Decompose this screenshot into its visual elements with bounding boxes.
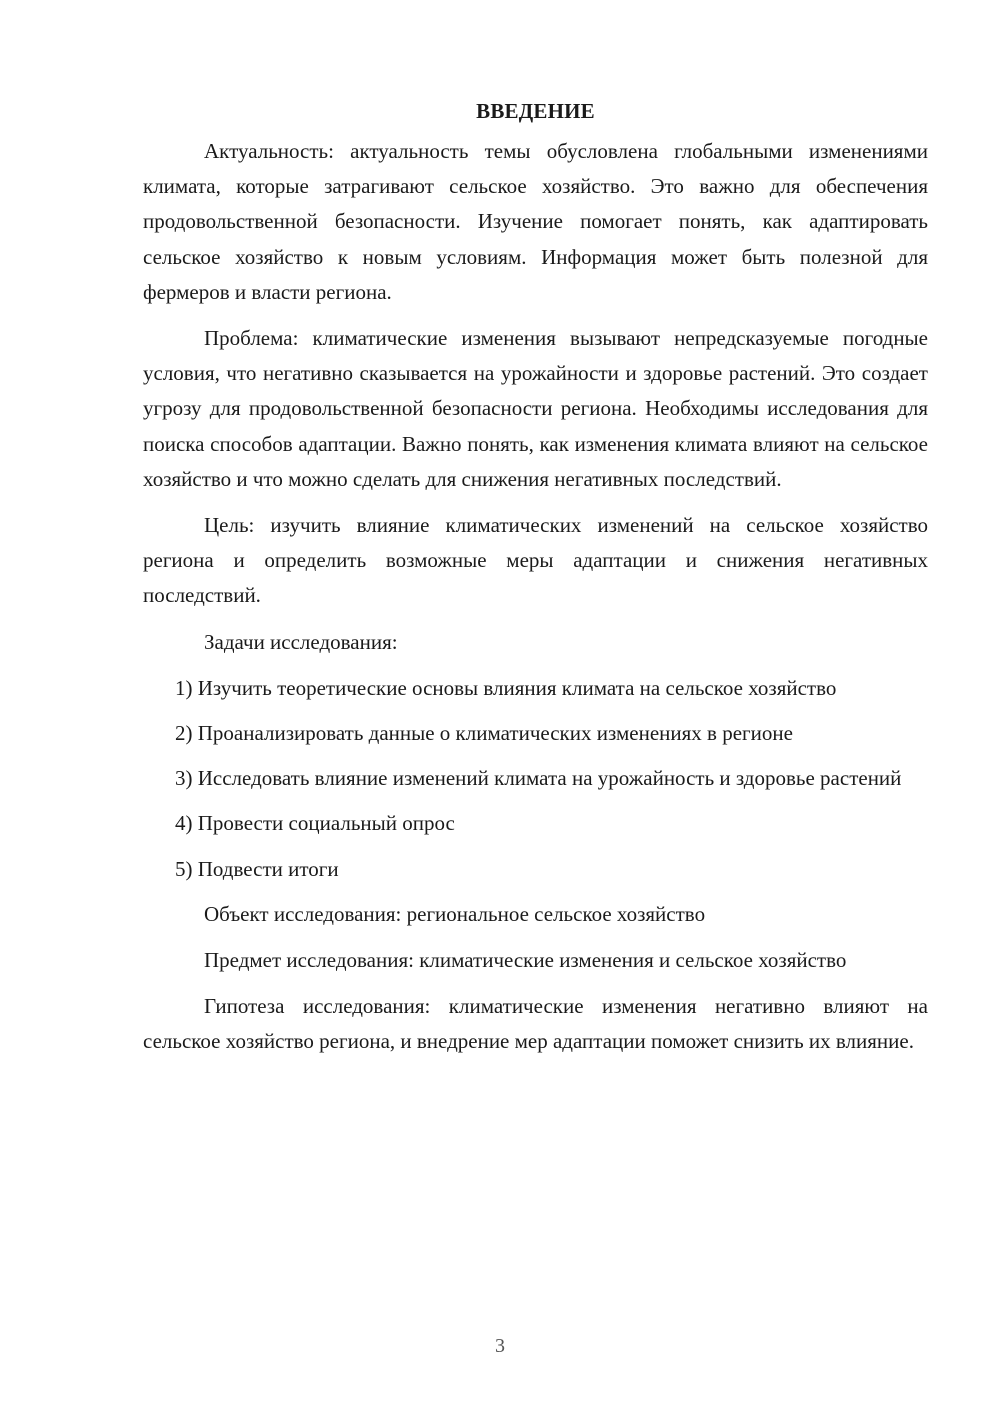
tasks-heading: Задачи исследования:	[204, 629, 398, 654]
list-item: 4) Провести социальный опрос	[175, 811, 455, 836]
tasks-list	[143, 671, 928, 887]
relevance-paragraph: Актуальность: актуальность темы обусловлена глобальными изменениями климата, которые затрагивают сельское хозяйство. Это важно для обеспечения продовольственной безопасности. Изучение помогает понять, как адаптировать сельское хозяйство к новым условиям. Информация может быть полезной для фермеров и власти региона.	[143, 139, 928, 304]
object-paragraph: Объект исследования: региональное сельское хозяйство	[204, 901, 706, 926]
list-item: 5) Подвести итоги	[175, 856, 339, 881]
list-item: 2) Проанализировать данные о климатических изменениях в регионе	[175, 721, 793, 746]
goal-paragraph: Цель: изучить влияние климатических изменений на сельское хозяйство региона и определить возможные меры адаптации и снижения негативных последствий.	[143, 513, 928, 608]
hypothesis-paragraph: Гипотеза исследования: климатические изменения негативно влияют на сельское хозяйство региона, и внедрение мер адаптации поможет снизить их влияние.	[143, 994, 928, 1054]
document-page	[143, 94, 928, 1071]
page-number: 3	[495, 1335, 505, 1357]
list-item: 1) Изучить теоретические основы влияния климата на сельское хозяйство	[175, 675, 837, 700]
page-title: ВВЕДЕНИЕ	[476, 99, 595, 123]
list-item: 3) Исследовать влияние изменений климата на урожайность и здоровье растений	[175, 766, 902, 791]
subject-paragraph: Предмет исследования: климатические изменения и сельское хозяйство	[204, 948, 847, 973]
problem-paragraph: Проблема: климатические изменения вызывают непредсказуемые погодные условия, что негативно сказывается на урожайности и здоровье растений. Это создает угрозу для продовольственной безопасности региона. Необходимы исследования для поиска способов адаптации. Важно понять, как изменения климата влияют на сельское хозяйство и что можно сделать для снижения негативных последствий.	[143, 326, 928, 491]
